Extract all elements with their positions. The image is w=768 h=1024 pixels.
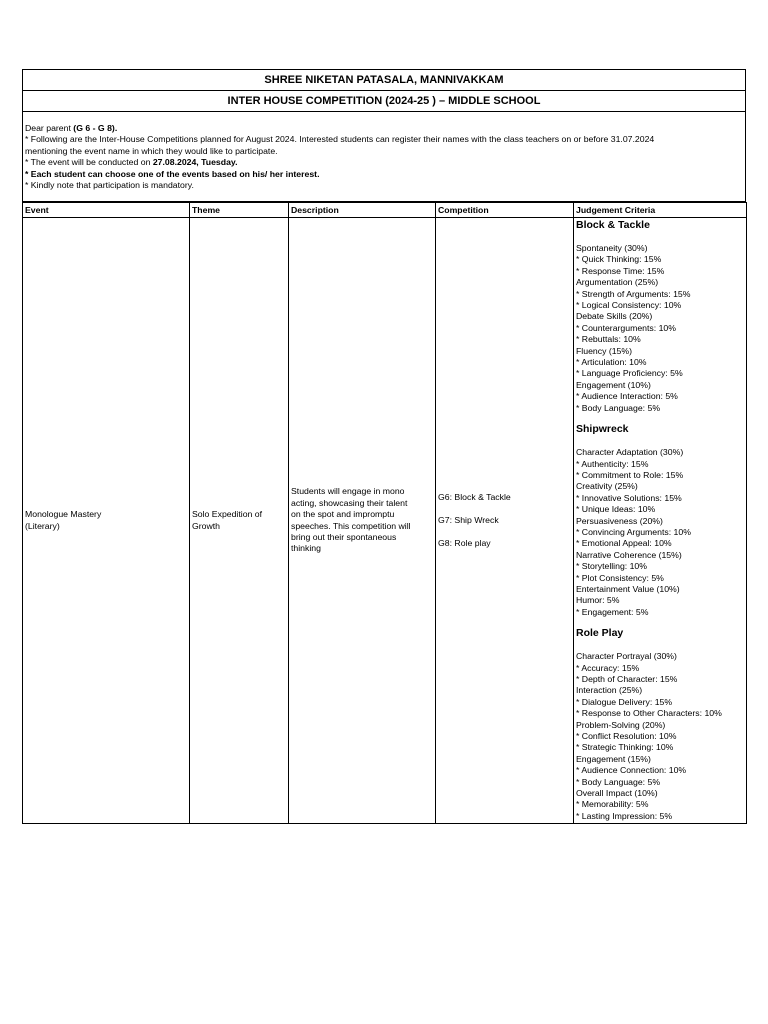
- criteria-line: * Language Proficiency: 5%: [576, 368, 683, 379]
- header-event: Event: [23, 203, 190, 218]
- criteria-line: Fluency (15%): [576, 345, 633, 356]
- criteria-line: * Plot Consistency: 5%: [576, 572, 664, 583]
- school-name: SHREE NIKETAN PATASALA, MANNIVAKKAM: [22, 69, 746, 91]
- criteria-line: * Counterarguments: 10%: [576, 322, 676, 333]
- criteria-line: * Strength of Arguments: 15%: [576, 288, 691, 299]
- judgement-criteria-cell: [574, 218, 747, 824]
- criteria-line: * Engagement: 5%: [576, 606, 649, 617]
- criteria-line: * Accuracy: 15%: [576, 662, 640, 673]
- description-line: Students will engage in mono: [291, 486, 405, 497]
- competition-g7: G7: Ship Wreck: [438, 514, 499, 525]
- competition-cell: [436, 218, 574, 824]
- criteria-line: * Rebuttals: 10%: [576, 334, 641, 345]
- description-line: acting, showcasing their talent: [291, 497, 408, 508]
- criteria-line: * Body Language: 5%: [576, 402, 661, 413]
- greeting-line: [25, 123, 743, 134]
- theme-line-2: Growth: [192, 520, 221, 531]
- header-judgement-criteria: Judgement Criteria: [574, 203, 747, 218]
- criteria-line: Creativity (25%): [576, 481, 638, 492]
- event-category: (Literary): [25, 520, 60, 531]
- table-row: [23, 218, 747, 824]
- criteria-line: Entertainment Value (10%): [576, 583, 680, 594]
- criteria-line: * Commitment to Role: 15%: [576, 469, 684, 480]
- criteria-line: Overall Impact (10%): [576, 788, 658, 799]
- event-cell: [23, 218, 190, 824]
- criteria-line: * Unique Ideas: 10%: [576, 504, 656, 515]
- choice-note: * Each student can choose one of the events based on his/ her interest.: [25, 168, 320, 179]
- criteria-line: * Memorability: 5%: [576, 799, 649, 810]
- intro-line-4: [25, 169, 743, 180]
- criteria-block-and-tackle: [576, 218, 744, 414]
- greeting-prefix: Dear parent: [25, 123, 74, 133]
- criteria-line: * Conflict Resolution: 10%: [576, 731, 677, 742]
- criteria-line: Character Adaptation (30%): [576, 447, 684, 458]
- event-date-prefix: * The event will be conducted on: [25, 157, 153, 168]
- criteria-line: Character Portrayal (30%): [576, 651, 677, 662]
- description-line: on the spot and impromptu: [291, 509, 395, 520]
- intro-notice: [22, 112, 746, 202]
- criteria-line: Humor: 5%: [576, 595, 620, 606]
- criteria-line: * Innovative Solutions: 15%: [576, 492, 682, 503]
- header-description: Description: [289, 203, 436, 218]
- criteria-line: Argumentation (25%): [576, 277, 659, 288]
- criteria-line: * Storytelling: 10%: [576, 561, 647, 572]
- criteria-line: Problem-Solving (20%): [576, 719, 666, 730]
- criteria-line: * Response Time: 15%: [576, 265, 665, 276]
- description-line: speeches. This competition will: [291, 520, 411, 531]
- criteria-line: * Body Language: 5%: [576, 776, 661, 787]
- description-cell: [289, 218, 436, 824]
- criteria-line: * Lasting Impression: 5%: [576, 810, 673, 821]
- criteria-line: Debate Skills (20%): [576, 311, 653, 322]
- criteria-line: * Strategic Thinking: 10%: [576, 742, 674, 753]
- header-competition: Competition: [436, 203, 574, 218]
- criteria-line: * Response to Other Characters: 10%: [576, 708, 722, 719]
- criteria-line: Interaction (25%): [576, 685, 643, 696]
- criteria-line: * Audience Interaction: 5%: [576, 391, 678, 402]
- competition-table: [22, 202, 747, 824]
- criteria-line: * Quick Thinking: 15%: [576, 254, 662, 265]
- criteria-line: Engagement (15%): [576, 753, 651, 764]
- criteria-line: * Audience Connection: 10%: [576, 765, 687, 776]
- criteria-line: * Articulation: 10%: [576, 357, 647, 368]
- document-page: [22, 69, 746, 824]
- intro-line-5: * Kindly note that participation is mandatory.: [25, 180, 194, 191]
- greeting-suffix: .: [114, 123, 118, 133]
- criteria-role-play: [576, 626, 744, 822]
- criteria-heading: Role Play: [576, 627, 624, 640]
- theme-line-1: Solo Expedition of: [192, 509, 263, 520]
- header-theme: Theme: [190, 203, 289, 218]
- criteria-line: * Logical Consistency: 10%: [576, 300, 682, 311]
- competition-title: INTER HOUSE COMPETITION (2024-25 ) – MIDDLE SCHOOL: [22, 91, 746, 112]
- competition-g8: G8: Role play: [438, 537, 491, 548]
- criteria-line: * Authenticity: 15%: [576, 458, 649, 469]
- description-line: bring out their spontaneous: [291, 532, 397, 543]
- criteria-line: * Convincing Arguments: 10%: [576, 526, 691, 537]
- criteria-heading: Shipwreck: [576, 423, 629, 436]
- description-line: thinking: [291, 543, 321, 554]
- competition-g6: G6: Block & Tackle: [438, 492, 511, 503]
- greeting-grades: (G 6 - G 8): [73, 123, 115, 133]
- criteria-line: Narrative Coherence (15%): [576, 549, 682, 560]
- intro-line-2: mentioning the event name in which they would like to participate.: [25, 145, 278, 156]
- event-date: 27.08.2024, Tuesday.: [152, 157, 238, 168]
- criteria-line: Persuasiveness (20%): [576, 515, 663, 526]
- intro-line-1: * Following are the Inter-House Competitions planned for August 2024. Interested students can register their names with the class teachers on or before 31.07.2024: [25, 134, 655, 145]
- criteria-line: Engagement (10%): [576, 379, 651, 390]
- criteria-shipwreck: [576, 422, 744, 618]
- criteria-line: * Depth of Character: 15%: [576, 674, 678, 684]
- criteria-heading: Block & Tackle: [576, 219, 650, 231]
- criteria-line: Spontaneity (30%): [576, 243, 648, 253]
- event-name: Monologue Mastery: [25, 509, 102, 520]
- criteria-line: * Dialogue Delivery: 15%: [576, 696, 673, 707]
- theme-cell: [190, 218, 289, 824]
- criteria-line: * Emotional Appeal: 10%: [576, 538, 672, 549]
- intro-line-3: [25, 157, 743, 168]
- table-header-row: [23, 203, 747, 218]
